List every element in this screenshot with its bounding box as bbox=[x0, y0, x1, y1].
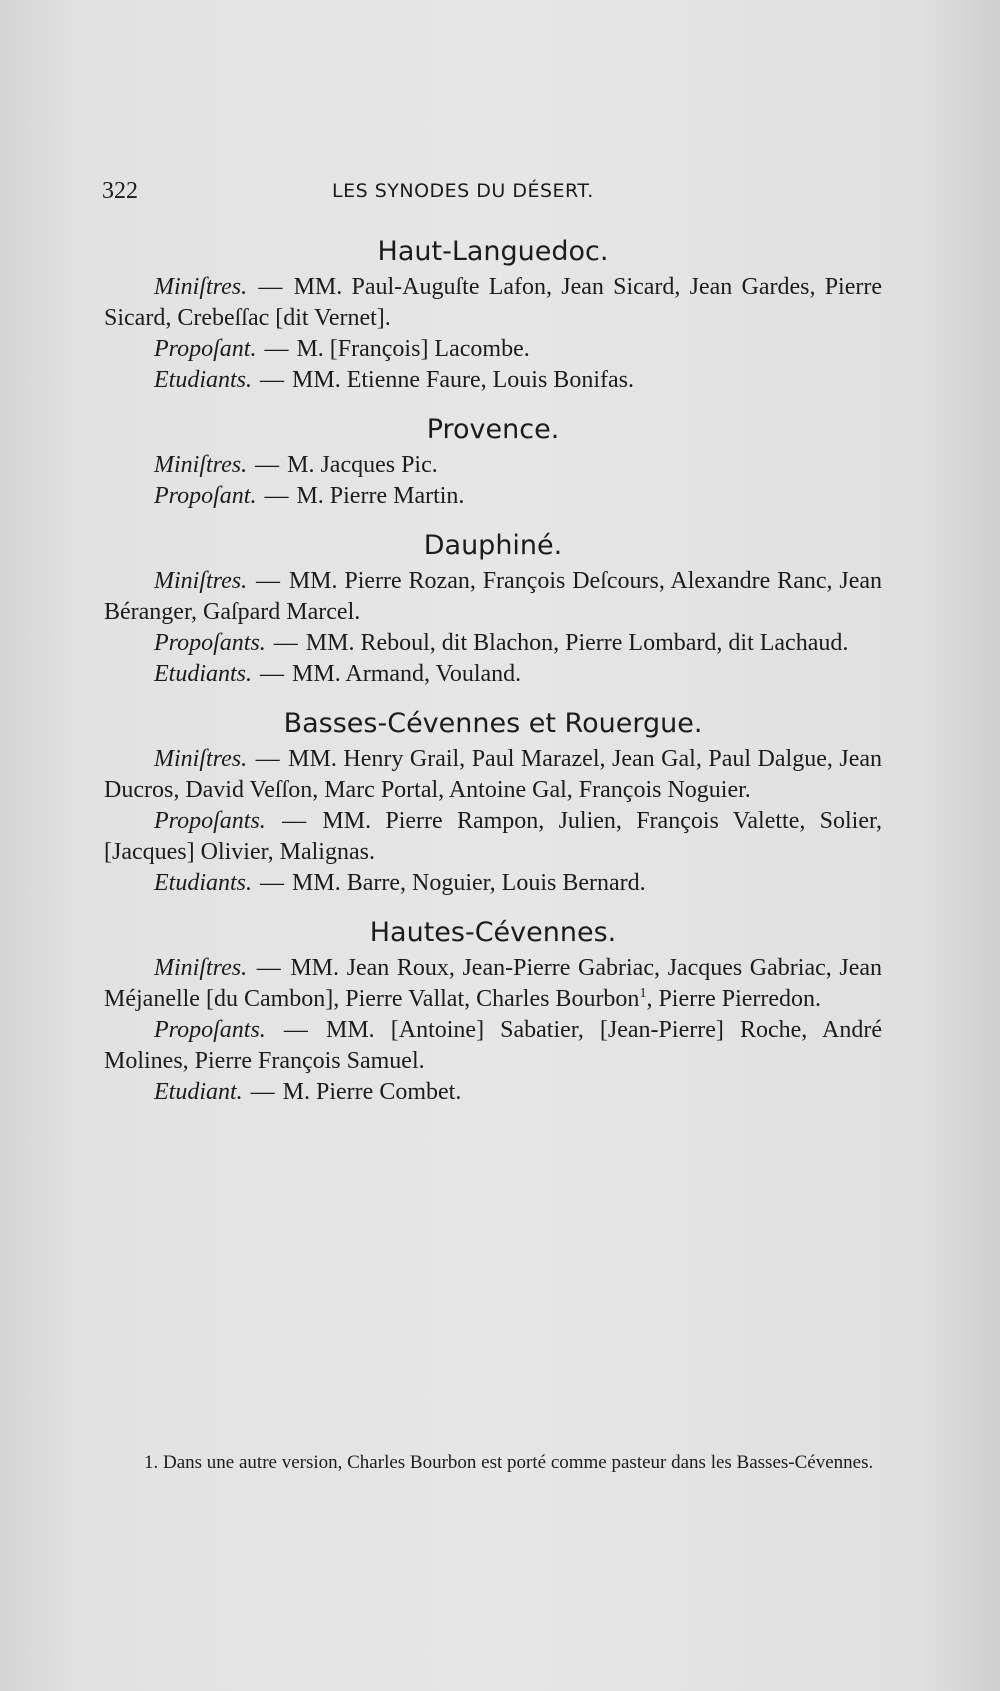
entry-text: MM. [Antoine] Sabatier, [Jean-Pierre] Roche, André Molines, Pierre François Samuel. bbox=[104, 1017, 882, 1074]
role-label: Miniſtres. bbox=[154, 955, 248, 981]
entry-etudiants bbox=[104, 868, 882, 899]
dash-separator: — bbox=[256, 955, 281, 981]
entry-etudiants bbox=[104, 659, 882, 690]
dash-separator: — bbox=[264, 336, 289, 362]
entry-ministres bbox=[104, 953, 882, 1015]
dash-separator: — bbox=[264, 483, 289, 509]
entry-proposant bbox=[104, 481, 882, 512]
role-label: Miniſtres. bbox=[154, 452, 248, 478]
footnote-reference[interactable]: 1 bbox=[639, 986, 647, 1001]
role-label: Etudiants. bbox=[154, 661, 253, 687]
entry-ministres bbox=[104, 566, 882, 628]
section-title: Hautes-Cévennes. bbox=[369, 917, 617, 948]
entry-text: M. [François] Lacombe. bbox=[296, 336, 530, 362]
section-haut-languedoc bbox=[104, 232, 882, 396]
page-body bbox=[104, 232, 882, 1122]
section-title: Provence. bbox=[426, 414, 560, 445]
entry-ministres bbox=[104, 744, 882, 806]
role-label: Etudiant. bbox=[154, 1079, 243, 1105]
dash-separator: — bbox=[282, 808, 307, 834]
dash-separator: — bbox=[260, 870, 285, 896]
dash-separator: — bbox=[260, 367, 285, 393]
entry-ministres bbox=[104, 272, 882, 334]
entry-text: MM. Etienne Faure, Louis Bonifas. bbox=[292, 367, 634, 393]
entry-proposant bbox=[104, 334, 882, 365]
role-label: Propoſants. bbox=[154, 1017, 266, 1043]
section-provence bbox=[104, 410, 882, 512]
dash-separator: — bbox=[255, 568, 280, 594]
dash-separator: — bbox=[255, 452, 280, 478]
role-label: Miniſtres. bbox=[154, 568, 248, 594]
entry-text: MM. Henry Grail, Paul Marazel, Jean Gal, Paul Dalgue, Jean Ducros, David Veſſon, Marc Portal, Antoine Gal, François Noguier. bbox=[104, 746, 883, 803]
entry-proposants bbox=[104, 806, 882, 868]
section-hautes-cevennes bbox=[104, 913, 882, 1108]
running-title: LES SYNODES DU DÉSERT. bbox=[332, 180, 594, 202]
page-header bbox=[102, 178, 882, 208]
entry-text: M. Pierre Martin. bbox=[296, 483, 465, 509]
dash-separator: — bbox=[260, 661, 285, 687]
entry-text-continued: , Pierre Pierredon. bbox=[646, 986, 822, 1012]
footnote-text: Dans une autre version, Charles Bourbon est porté comme pasteur dans les Basses-Cévennes. bbox=[163, 1452, 874, 1473]
entry-proposants bbox=[104, 1015, 882, 1077]
entry-text: MM. Jean Roux, Jean-Pierre Gabriac, Jacques Gabriac, Jean Méjanelle [du Cambon], Pierre Vallat, Charles Bourbon bbox=[104, 955, 883, 1012]
entry-proposants bbox=[104, 628, 882, 659]
section-dauphine bbox=[104, 526, 882, 690]
section-title: Dauphiné. bbox=[423, 530, 563, 561]
footnote bbox=[104, 1452, 882, 1474]
entry-etudiant bbox=[104, 1077, 882, 1108]
role-label: Miniſtres. bbox=[154, 746, 248, 772]
role-label: Propoſants. bbox=[154, 630, 266, 656]
entry-text: MM. Barre, Noguier, Louis Bernard. bbox=[292, 870, 646, 896]
section-title: Haut-Languedoc. bbox=[377, 236, 609, 267]
entry-text: M. Jacques Pic. bbox=[287, 452, 438, 478]
entry-ministres bbox=[104, 450, 882, 481]
footnote-number: 1. bbox=[144, 1452, 159, 1473]
entry-text: MM. Pierre Rozan, François Deſcours, Alexandre Ranc, Jean Béranger, Gaſpard Marcel. bbox=[104, 568, 882, 625]
role-label: Propoſant. bbox=[154, 336, 257, 362]
dash-separator: — bbox=[283, 1017, 308, 1043]
page-number: 322 bbox=[102, 178, 138, 204]
entry-etudiants bbox=[104, 365, 882, 396]
role-label: Propoſant. bbox=[154, 483, 257, 509]
role-label: Miniſtres. bbox=[154, 274, 248, 300]
role-label: Propoſants. bbox=[154, 808, 266, 834]
dash-separator: — bbox=[273, 630, 298, 656]
role-label: Etudiants. bbox=[154, 367, 253, 393]
entry-text: MM. Armand, Vouland. bbox=[292, 661, 522, 687]
dash-separator: — bbox=[255, 746, 280, 772]
section-title: Basses-Cévennes et Rouergue. bbox=[283, 708, 703, 739]
dash-separator: — bbox=[258, 274, 283, 300]
entry-text: MM. Reboul, dit Blachon, Pierre Lombard, dit Lachaud. bbox=[305, 630, 849, 656]
dash-separator: — bbox=[250, 1079, 275, 1105]
role-label: Etudiants. bbox=[154, 870, 253, 896]
entry-text: MM. Pierre Rampon, Julien, François Valette, Solier, [Jacques] Olivier, Malignas. bbox=[104, 808, 883, 865]
entry-text: M. Pierre Combet. bbox=[282, 1079, 462, 1105]
section-basses-cevennes bbox=[104, 704, 882, 899]
entry-text: MM. Paul-Auguſte Lafon, Jean Sicard, Jean Gardes, Pierre Sicard, Crebeſſac [dit Vernet]. bbox=[104, 274, 883, 331]
